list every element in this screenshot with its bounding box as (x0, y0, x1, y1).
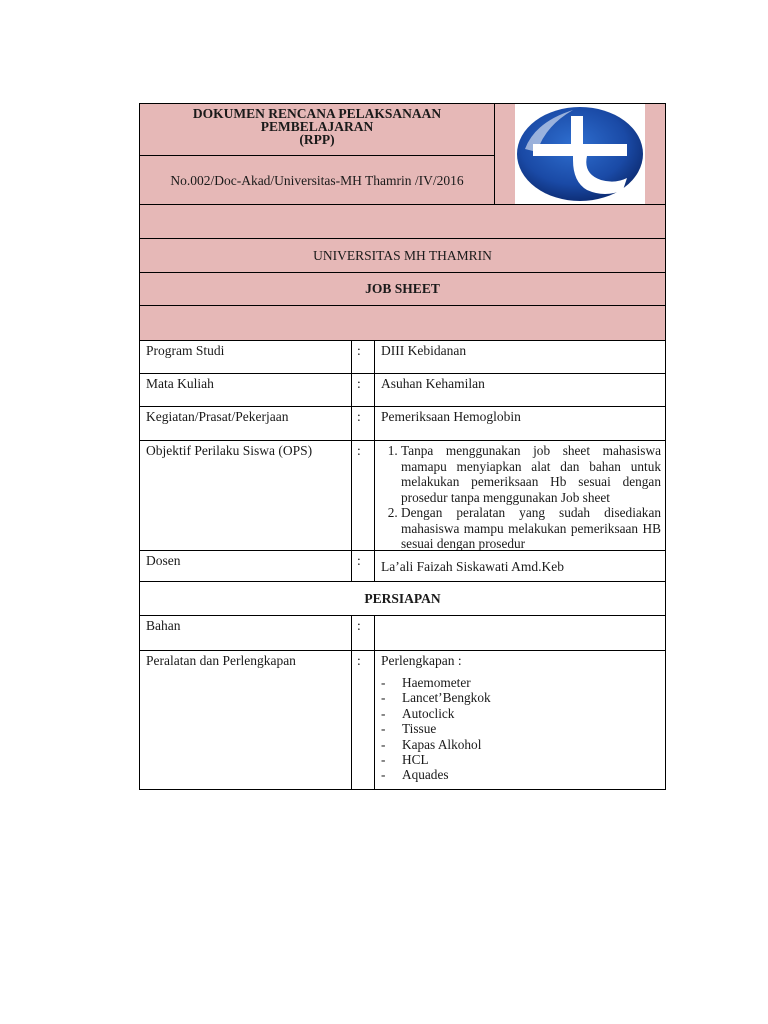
blank-header-row-1 (139, 204, 666, 239)
dosen-separator: : (351, 551, 375, 581)
document-number: No.002/Doc-Akad/Universitas-MH Thamrin /IV/2016 (140, 156, 495, 205)
university-name: UNIVERSITAS MH THAMRIN (139, 238, 666, 273)
kegiatan-separator: : (351, 407, 375, 440)
program-studi-separator: : (351, 341, 375, 373)
kegiatan-row (139, 406, 666, 441)
mata-kuliah-separator: : (351, 374, 375, 406)
document-title (140, 104, 495, 156)
ops-item: 2. Dengan peralatan yang sudah disediakan mahasiswa mampu melakukan pemeriksaan HB sesuai dengan prosedur (401, 505, 661, 552)
equipment-item: - Lancet’Bengkok (381, 690, 491, 706)
program-studi-row (139, 340, 666, 374)
equipment-item: - Aquades (381, 767, 449, 783)
ops-row (139, 440, 666, 551)
ops-label: Objektif Perilaku Siswa (OPS) (146, 443, 313, 458)
peralatan-label: Peralatan dan Perlengkapan (146, 653, 296, 668)
mata-kuliah-row (139, 373, 666, 407)
bahan-row (139, 615, 666, 651)
ops-value (375, 441, 667, 550)
bahan-separator: : (351, 616, 375, 650)
program-studi-value: DIII Kebidanan (381, 343, 467, 358)
title-line-3: (RPP) (299, 132, 335, 147)
equipment-item: - HCL (381, 752, 429, 768)
bahan-label: Bahan (146, 618, 181, 633)
equipment-list (381, 675, 661, 783)
persiapan-title: PERSIAPAN (139, 581, 666, 616)
dosen-row (139, 550, 666, 582)
perlengkapan-heading: Perlengkapan : (381, 653, 462, 668)
equipment-item: - Kapas Alkohol (381, 736, 482, 752)
dosen-label: Dosen (146, 553, 181, 568)
bahan-value (375, 616, 667, 650)
ops-list (381, 443, 661, 552)
peralatan-separator: : (351, 651, 375, 789)
program-studi-label: Program Studi (146, 343, 225, 358)
title-line-1: DOKUMEN RENCANA PELAKSANAAN (192, 106, 442, 121)
kegiatan-label: Kegiatan/Prasat/Pekerjaan (146, 409, 289, 424)
mata-kuliah-label: Mata Kuliah (146, 376, 214, 391)
ops-separator: : (351, 441, 375, 550)
title-line-2: PEMBELAJARAN (260, 119, 374, 134)
dosen-value: La’ali Faizah Siskawati Amd.Keb (381, 559, 564, 574)
kegiatan-value: Pemeriksaan Hemoglobin (381, 409, 521, 424)
mata-kuliah-value: Asuhan Kehamilan (381, 376, 485, 391)
peralatan-value (375, 651, 667, 789)
sheet-title: JOB SHEET (139, 272, 666, 306)
logo-cell (495, 104, 667, 206)
equipment-item: - Tissue (381, 721, 437, 737)
peralatan-row (139, 650, 666, 790)
blank-header-row-2 (139, 305, 666, 341)
document-header (139, 103, 666, 205)
equipment-item: - Autoclick (381, 705, 455, 721)
ops-item: 1. Tanpa menggunakan job sheet mahasiswa mamapu menyiapkan alat dan bahan untuk melakukan pemeriksaan Hb sesuai dengan prosedur tanpa menggunakan Job sheet (401, 443, 661, 505)
equipment-item: - Haemometer (381, 675, 471, 690)
university-logo-icon (515, 104, 645, 205)
